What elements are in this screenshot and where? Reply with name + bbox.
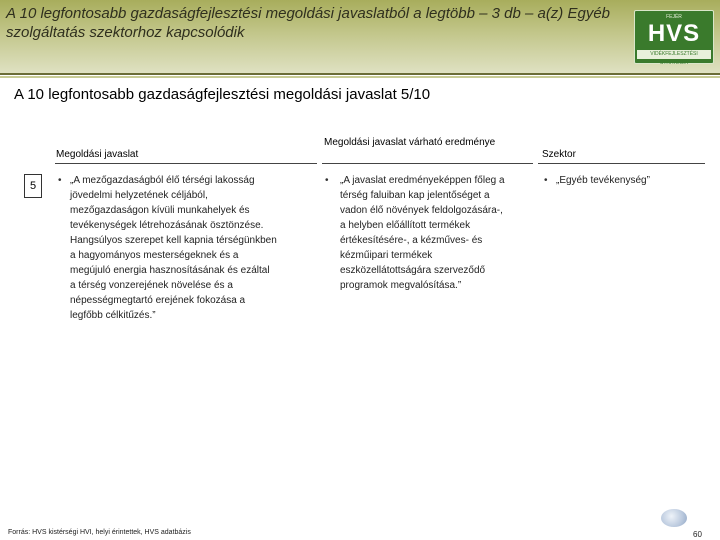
column-header-sector: Szektor: [542, 149, 576, 160]
result-line: kézműipari termékek: [340, 250, 433, 261]
logo-top-text: FEJÉR: [666, 14, 682, 20]
solution-line: mezőgazdaságon kívüli munkahelyek és: [70, 205, 250, 216]
column-header-result: Megoldási javaslat várható eredménye: [324, 137, 496, 148]
result-line: eszközellátottságára szerveződő: [340, 265, 486, 276]
logo-sub-text: VIDÉKFEJLESZTÉSI STRATÉGIA: [637, 50, 711, 59]
source-note: Forrás: HVS kistérségi HVI, helyi érintettek, HVS adatbázis: [8, 529, 191, 536]
result-line: vadon élő növények feldolgozására-,: [340, 205, 503, 216]
solution-line: legfőbb célkitűzés.”: [70, 310, 156, 321]
sector-text: „Egyéb tevékenység”: [556, 175, 650, 186]
header-rule-result: [322, 163, 533, 164]
solution-text: [70, 173, 320, 323]
solution-line: a térség vonzerejének növelése és a: [70, 280, 233, 291]
page-number: 60: [693, 530, 702, 539]
header-rule-sector: [538, 163, 705, 164]
result-line: „A javaslat eredményeképpen főleg a: [340, 175, 505, 186]
result-text: [340, 173, 540, 293]
footer-logo: [661, 509, 687, 527]
row-number: 5: [24, 174, 42, 198]
header-rule-light: [0, 76, 720, 78]
header-rule-dark: [0, 73, 720, 75]
bullet-result: •: [325, 175, 329, 186]
solution-line: Hangsúlyos szerepet kell kapnia térségünkben: [70, 235, 277, 246]
logo-main-text: HVS: [647, 20, 701, 47]
bullet-sector: •: [544, 175, 548, 186]
solution-line: népességmegtartó erejének fokozása a: [70, 295, 246, 306]
header-title: A 10 legfontosabb gazdaságfejlesztési megoldási javaslatból a legtöbb – 3 db – a(z) Egyéb szolgáltatás szektorhoz kapcsolódik: [6, 5, 611, 41]
header-band: [0, 0, 720, 73]
bullet-solution: •: [58, 175, 62, 186]
result-line: programok megvalósítása.”: [340, 280, 462, 291]
slide-title: A 10 legfontosabb gazdaságfejlesztési megoldási javaslat 5/10: [14, 86, 431, 103]
result-line: értékesítésére-, a kézműves- és: [340, 235, 483, 246]
result-line: térség faluiban kap jelentőséget a: [340, 190, 490, 201]
solution-line: a hagyományos mesterségeknek és a: [70, 250, 239, 261]
header-rule-solution: [55, 163, 317, 164]
solution-line: jövedelmi helyzetének céljából,: [70, 190, 208, 201]
solution-line: „A mezőgazdaságból élő térségi lakosság: [70, 175, 255, 186]
solution-line: tevékenységek létrehozásának ösztönzése.: [70, 220, 264, 231]
hvs-logo: [634, 10, 714, 64]
solution-line: megújuló energia hasznosításának és ezáltal: [70, 265, 270, 276]
result-line: a helyben előállított termékek: [340, 220, 471, 231]
column-header-solution: Megoldási javaslat: [56, 149, 139, 160]
